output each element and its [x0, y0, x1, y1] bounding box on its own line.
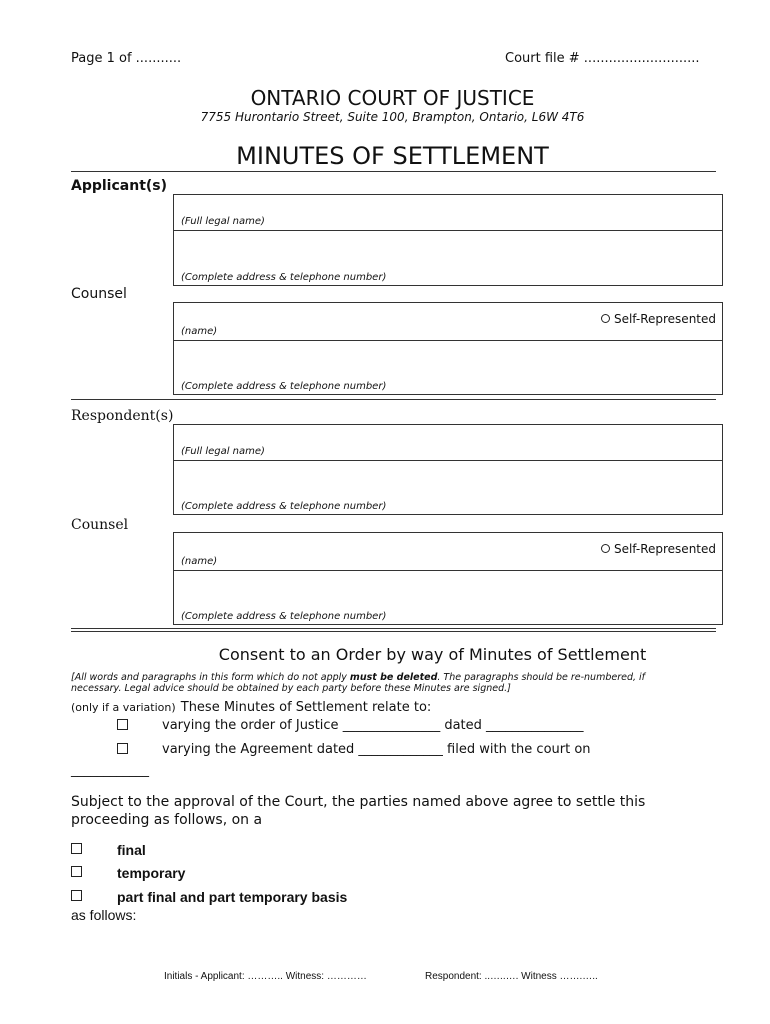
basis-option-temporary-label: temporary	[117, 865, 186, 881]
applicant-address-hint: (Complete address & telephone number)	[181, 272, 387, 283]
applicant-counsel-name-field[interactable]	[173, 302, 723, 341]
applicant-name-hint: (Full legal name)	[181, 216, 265, 227]
respondent-name-field[interactable]	[173, 424, 723, 461]
respondent-heading: Respondent(s)	[71, 408, 174, 424]
consent-instructions	[71, 672, 721, 694]
applicant-counsel-address-hint: (Complete address & telephone number)	[181, 381, 387, 392]
radio-icon	[601, 544, 610, 553]
basis-option-part[interactable]	[71, 889, 348, 905]
applicant-heading: Applicant(s)	[71, 178, 168, 194]
applicant-name-field[interactable]	[173, 194, 723, 231]
respondent-counsel-name-hint: (name)	[181, 556, 218, 567]
section-divider-2	[71, 628, 716, 629]
applicant-self-represented-option[interactable]	[601, 312, 716, 326]
variation-option-2-label: varying the Agreement dated _____________ filed with the court on	[162, 742, 591, 757]
applicant-self-represented-label: Self-Represented	[613, 312, 716, 326]
agreement-text-line2: proceeding as follows, on a	[71, 812, 263, 828]
respondent-self-represented-option[interactable]	[601, 542, 716, 556]
respondent-counsel-name-field[interactable]	[173, 532, 723, 571]
consent-instructions-bold: must be deleted	[349, 672, 438, 683]
footer-initials-respondent: Respondent: ..…..…. Witness …….…..	[425, 971, 598, 982]
footer-initials-applicant: Initials - Applicant: ……….. Witness: …………	[164, 971, 367, 982]
basis-option-final-label: final	[117, 842, 146, 858]
respondent-self-represented-label: Self-Represented	[613, 542, 716, 556]
respondent-counsel-address-field[interactable]	[173, 570, 723, 625]
applicant-address-field[interactable]	[173, 230, 723, 286]
checkbox-icon[interactable]	[117, 743, 128, 754]
agreement-text-line1: Subject to the approval of the Court, the parties named above agree to settle this	[71, 794, 646, 810]
court-address: 7755 Hurontario Street, Suite 100, Brampton, Ontario, L6W 4T6	[200, 110, 585, 124]
consent-instructions-pre: [All words and paragraphs in this form which do not apply	[71, 672, 350, 683]
respondent-name-hint: (Full legal name)	[181, 446, 265, 457]
variation-option-1-label: varying the order of Justice _______________ dated _______________	[162, 718, 584, 733]
variation-note: (only if a variation)	[71, 701, 176, 714]
consent-heading: Consent to an Order by way of Minutes of Settlement	[218, 645, 647, 664]
consent-instructions-line2: necessary. Legal advice should be obtained by each party before these Minutes are signed.]	[71, 683, 511, 694]
variation-option-2[interactable]	[117, 742, 591, 757]
page-number-label: Page 1 of ...........	[71, 51, 182, 66]
checkbox-icon[interactable]	[117, 719, 128, 730]
basis-option-temporary[interactable]	[71, 865, 186, 881]
as-follows-label: as follows:	[71, 907, 137, 923]
court-file-label: Court file # ............................	[505, 51, 700, 66]
variation-line	[71, 696, 431, 715]
respondent-counsel-address-hint: (Complete address & telephone number)	[181, 611, 387, 622]
basis-option-final[interactable]	[71, 842, 146, 858]
title-underline	[71, 171, 716, 172]
consent-instructions-post: . The paragraphs should be re-numbered, if	[437, 672, 646, 683]
form-title: MINUTES OF SETTLEMENT	[236, 142, 549, 170]
checkbox-icon[interactable]	[71, 890, 82, 901]
court-name: ONTARIO COURT OF JUSTICE	[250, 86, 535, 110]
applicant-counsel-name-hint: (name)	[181, 326, 218, 337]
variation-option-2-continuation: ____________	[71, 763, 149, 778]
variation-option-1[interactable]	[117, 718, 584, 733]
radio-icon	[601, 314, 610, 323]
checkbox-icon[interactable]	[71, 866, 82, 877]
applicant-counsel-label: Counsel	[71, 286, 127, 302]
agreement-text	[71, 793, 731, 829]
basis-option-part-label: part final and part temporary basis	[117, 889, 348, 905]
respondent-address-hint: (Complete address & telephone number)	[181, 501, 387, 512]
respondent-counsel-label: Counsel	[71, 517, 129, 533]
relate-text: These Minutes of Settlement relate to:	[180, 700, 432, 715]
section-divider-1	[71, 399, 716, 400]
applicant-counsel-address-field[interactable]	[173, 340, 723, 395]
respondent-address-field[interactable]	[173, 460, 723, 515]
section-divider-2b	[71, 631, 716, 632]
checkbox-icon[interactable]	[71, 843, 82, 854]
